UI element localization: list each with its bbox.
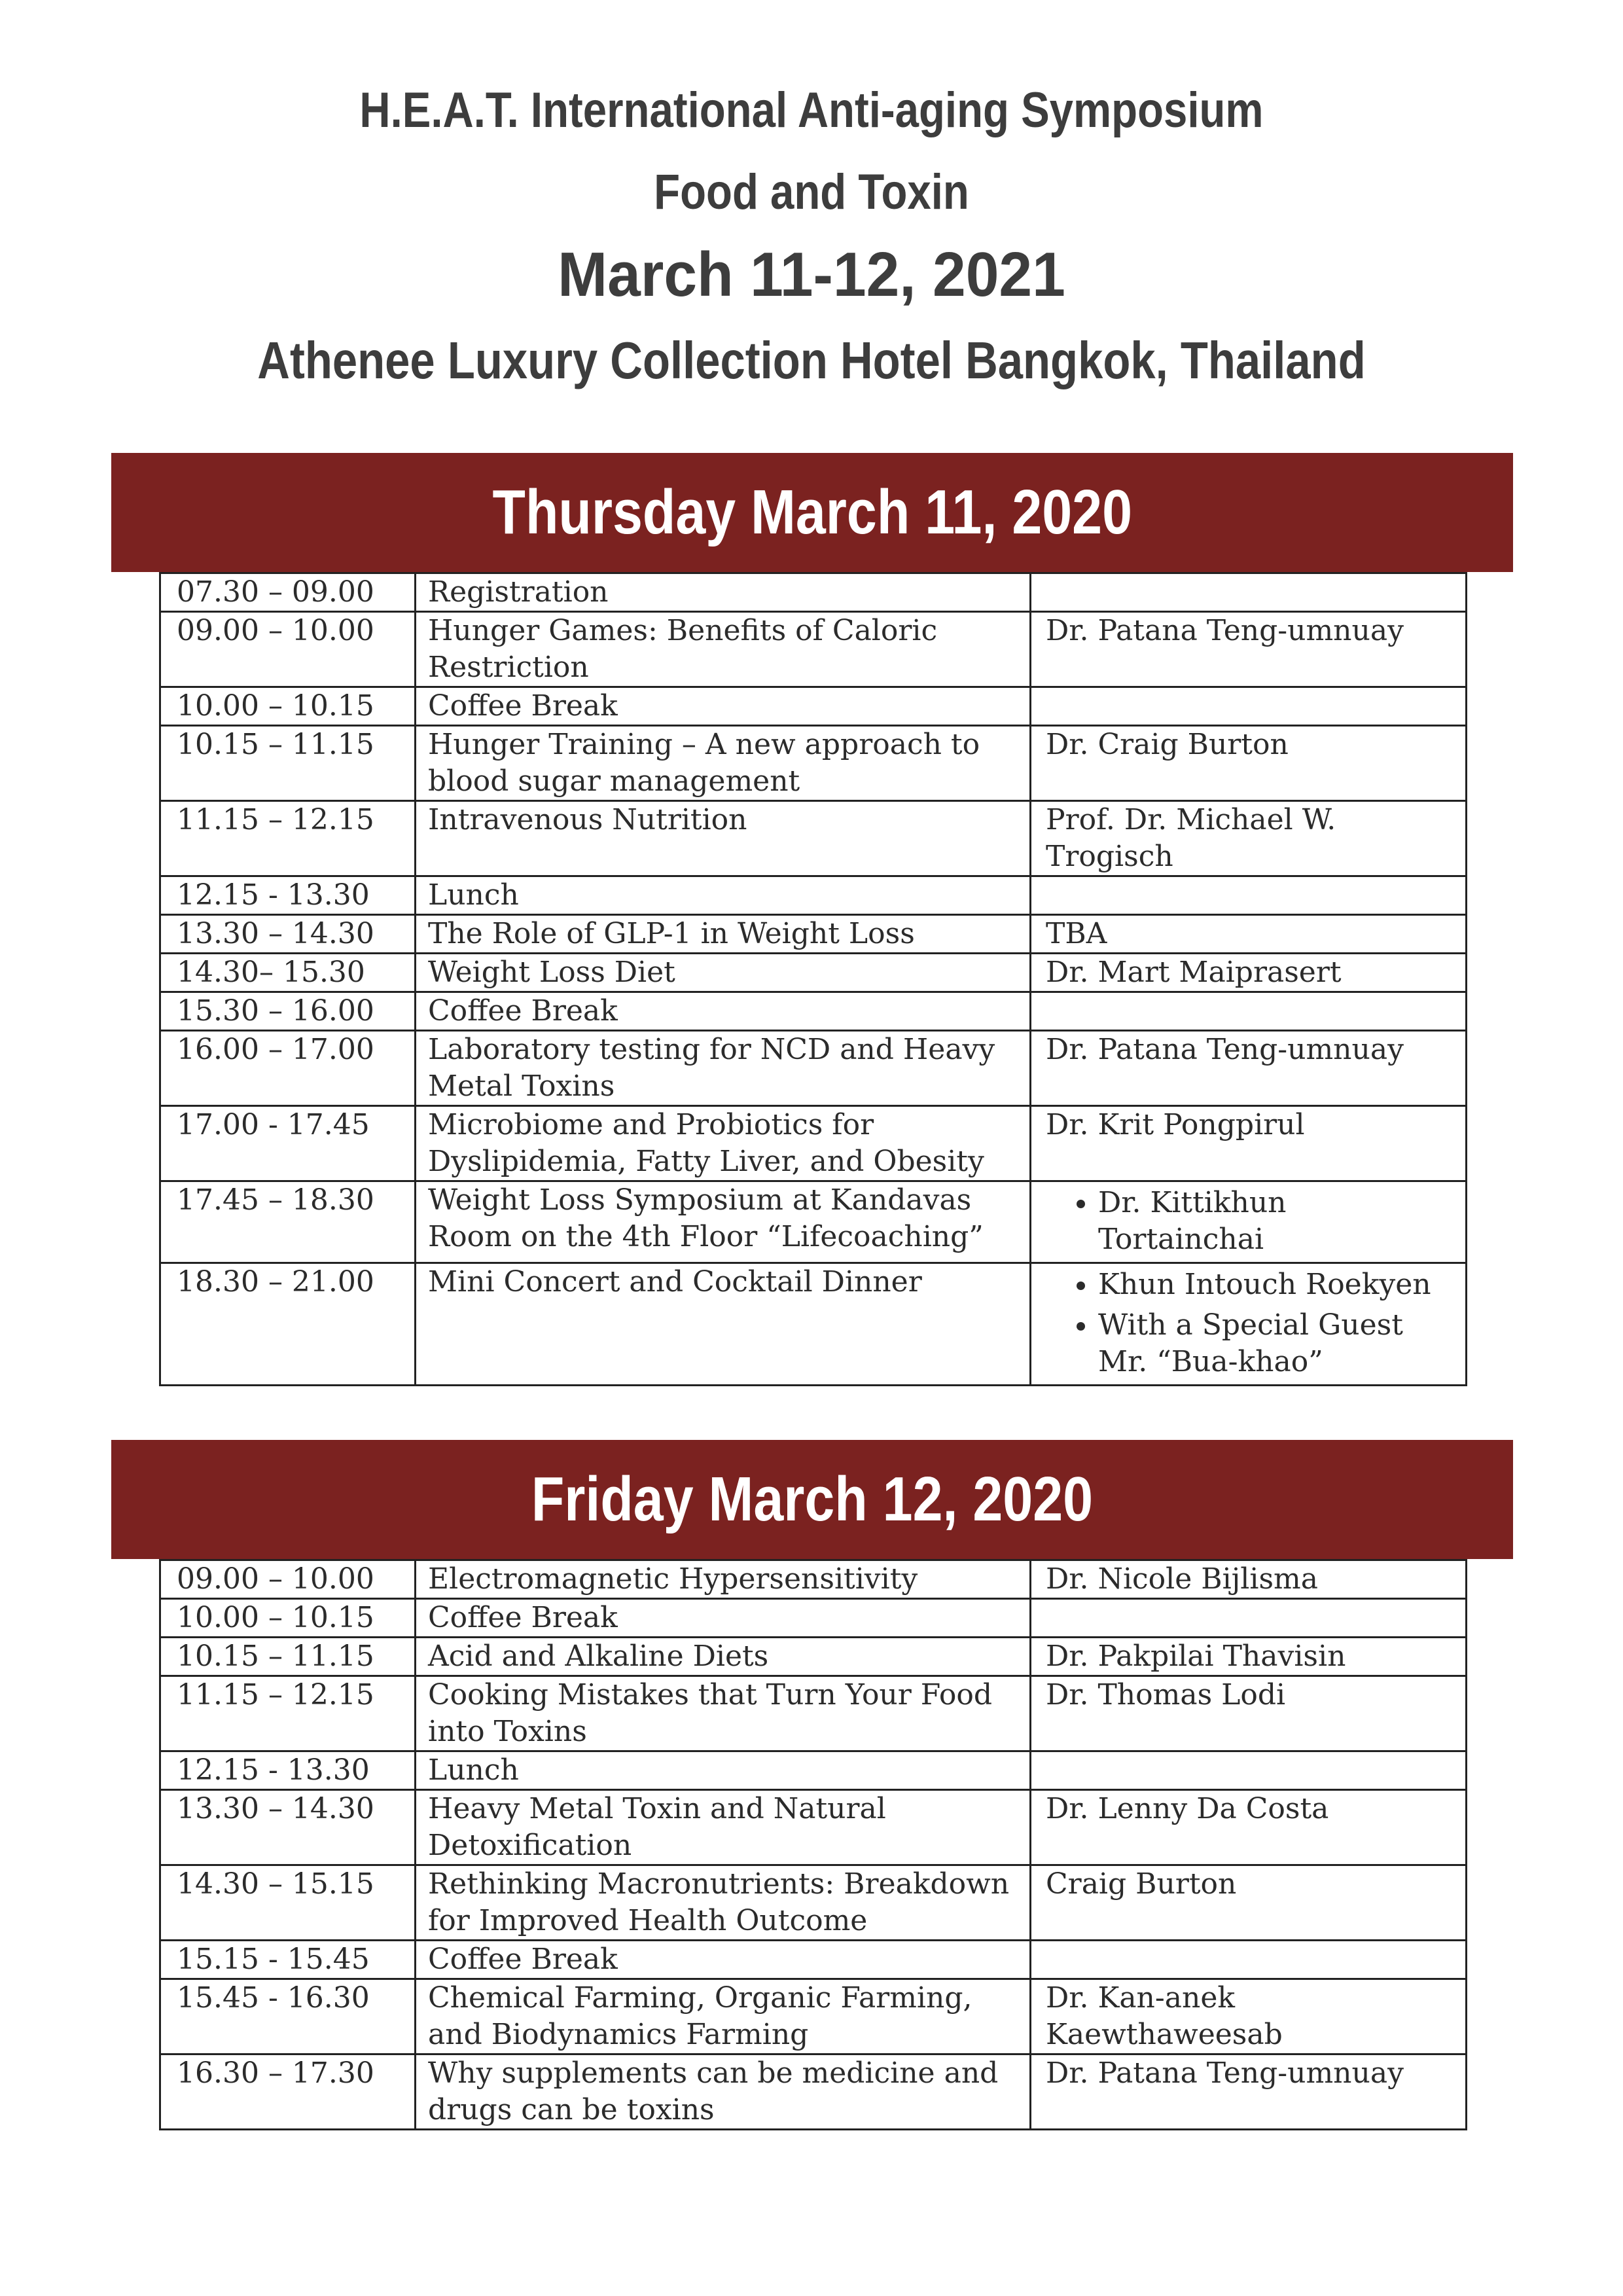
session-speaker: [1031, 1941, 1467, 1979]
schedule-row: [160, 2054, 1467, 2130]
schedule-row: [160, 1979, 1467, 2054]
session-speaker: Dr. Krit Pongpirul: [1031, 1106, 1467, 1181]
session-topic: Intravenous Nutrition: [416, 801, 1031, 876]
schedule-row: [160, 1263, 1467, 1386]
session-speaker: Dr. Nicole Bijlisma: [1031, 1560, 1467, 1599]
schedule-row: [160, 687, 1467, 726]
session-speaker: Dr. Pakpilai Thavisin: [1031, 1638, 1467, 1676]
session-time: 17.45 – 18.30: [160, 1181, 416, 1263]
session-time: 12.15 - 13.30: [160, 1751, 416, 1790]
session-topic: Rethinking Macronutrients: Breakdown for Improved Health Outcome: [416, 1865, 1031, 1941]
session-speaker: [1031, 687, 1467, 726]
schedule-row: [160, 1676, 1467, 1751]
schedule-row: [160, 1181, 1467, 1263]
session-time: 13.30 – 14.30: [160, 915, 416, 954]
session-topic: Coffee Break: [416, 1599, 1031, 1638]
session-speaker: TBA: [1031, 915, 1467, 954]
session-topic: The Role of GLP-1 in Weight Loss: [416, 915, 1031, 954]
session-time: 11.15 – 12.15: [160, 801, 416, 876]
session-topic: Lunch: [416, 1751, 1031, 1790]
schedule-row: [160, 612, 1467, 687]
session-topic: Acid and Alkaline Diets: [416, 1638, 1031, 1676]
session-topic: Hunger Games: Benefits of Caloric Restriction: [416, 612, 1031, 687]
schedule-row: [160, 954, 1467, 992]
session-topic: Electromagnetic Hypersensitivity: [416, 1560, 1031, 1599]
session-speaker: [1031, 876, 1467, 915]
schedule-row: [160, 1790, 1467, 1865]
session-topic: Hunger Training – A new approach to blood sugar management: [416, 726, 1031, 801]
schedule-row: [160, 801, 1467, 876]
session-time: 15.15 - 15.45: [160, 1941, 416, 1979]
schedule-table-thursday: [159, 572, 1467, 1386]
day-banner-friday: [111, 1440, 1513, 1559]
session-time: 16.30 – 17.30: [160, 2054, 416, 2130]
session-topic: Coffee Break: [416, 992, 1031, 1031]
day-banner-thursday: [111, 453, 1513, 572]
session-time: 15.30 – 16.00: [160, 992, 416, 1031]
session-time: 10.15 – 11.15: [160, 1638, 416, 1676]
session-topic: Why supplements can be medicine and drugs can be toxins: [416, 2054, 1031, 2130]
session-speaker: Dr. Patana Teng-umnuay: [1031, 612, 1467, 687]
session-topic: Laboratory testing for NCD and Heavy Metal Toxins: [416, 1031, 1031, 1106]
speaker-list: [1046, 1185, 1454, 1258]
session-speaker: [1031, 1263, 1467, 1386]
schedule-row: [160, 1751, 1467, 1790]
session-time: 09.00 – 10.00: [160, 1560, 416, 1599]
day-banner-label: Thursday March 11, 2020: [492, 477, 1132, 547]
session-time: 14.30 – 15.15: [160, 1865, 416, 1941]
schedule-row: [160, 1941, 1467, 1979]
session-topic: Coffee Break: [416, 687, 1031, 726]
schedule-row: [160, 1638, 1467, 1676]
page-title: H.E.A.T. International Anti-aging Symposium: [359, 82, 1264, 138]
schedule-row: [160, 1599, 1467, 1638]
session-topic: Weight Loss Diet: [416, 954, 1031, 992]
session-topic: Heavy Metal Toxin and Natural Detoxification: [416, 1790, 1031, 1865]
session-topic: Cooking Mistakes that Turn Your Food into Toxins: [416, 1676, 1031, 1751]
session-time: 18.30 – 21.00: [160, 1263, 416, 1386]
session-speaker: Dr. Lenny Da Costa: [1031, 1790, 1467, 1865]
session-time: 09.00 – 10.00: [160, 612, 416, 687]
schedule-row: [160, 726, 1467, 801]
session-speaker: Dr. Patana Teng-umnuay: [1031, 2054, 1467, 2130]
schedule-row: [160, 1106, 1467, 1181]
schedule-row: [160, 1031, 1467, 1106]
session-speaker: [1031, 1599, 1467, 1638]
session-speaker: Dr. Craig Burton: [1031, 726, 1467, 801]
session-speaker: [1031, 992, 1467, 1031]
session-time: 10.15 – 11.15: [160, 726, 416, 801]
session-speaker: Dr. Thomas Lodi: [1031, 1676, 1467, 1751]
session-time: 10.00 – 10.15: [160, 687, 416, 726]
session-time: 16.00 – 17.00: [160, 1031, 416, 1106]
session-topic: Lunch: [416, 876, 1031, 915]
session-topic: Mini Concert and Cocktail Dinner: [416, 1263, 1031, 1386]
session-speaker: [1031, 1751, 1467, 1790]
event-venue: Athenee Luxury Collection Hotel Bangkok, Thailand: [257, 331, 1366, 389]
session-topic: Weight Loss Symposium at Kandavas Room on the 4th Floor “Lifecoaching”: [416, 1181, 1031, 1263]
schedule-row: [160, 915, 1467, 954]
schedule-row: [160, 573, 1467, 612]
session-time: 11.15 – 12.15: [160, 1676, 416, 1751]
day-banner-label: Friday March 12, 2020: [531, 1464, 1094, 1534]
schedule-row: [160, 1865, 1467, 1941]
schedule-row: [160, 876, 1467, 915]
session-time: 07.30 – 09.00: [160, 573, 416, 612]
speaker-list-item: • Dr. Kittikhun Tortainchai: [1098, 1185, 1454, 1258]
session-time: 13.30 – 14.30: [160, 1790, 416, 1865]
session-time: 17.00 - 17.45: [160, 1106, 416, 1181]
session-time: 15.45 - 16.30: [160, 1979, 416, 2054]
session-time: 12.15 - 13.30: [160, 876, 416, 915]
session-speaker: Prof. Dr. Michael W. Trogisch: [1031, 801, 1467, 876]
session-topic: Chemical Farming, Organic Farming, and Biodynamics Farming: [416, 1979, 1031, 2054]
schedule-row: [160, 1560, 1467, 1599]
session-speaker: Dr. Patana Teng-umnuay: [1031, 1031, 1467, 1106]
session-topic: Microbiome and Probiotics for Dyslipidemia, Fatty Liver, and Obesity: [416, 1106, 1031, 1181]
event-date: March 11-12, 2021: [558, 240, 1065, 310]
schedule-table-friday: [159, 1559, 1467, 2130]
speaker-list: [1046, 1266, 1454, 1380]
session-speaker: Dr. Mart Maiprasert: [1031, 954, 1467, 992]
session-topic: Coffee Break: [416, 1941, 1031, 1979]
session-time: 10.00 – 10.15: [160, 1599, 416, 1638]
session-speaker: [1031, 1181, 1467, 1263]
session-topic: Registration: [416, 573, 1031, 612]
schedule-row: [160, 992, 1467, 1031]
session-speaker: Dr. Kan-anek Kaewthaweesab: [1031, 1979, 1467, 2054]
session-speaker: Craig Burton: [1031, 1865, 1467, 1941]
speaker-list-item: • With a Special Guest Mr. “Bua-khao”: [1098, 1307, 1454, 1380]
session-speaker: [1031, 573, 1467, 612]
session-time: 14.30– 15.30: [160, 954, 416, 992]
speaker-list-item: • Khun Intouch Roekyen: [1098, 1266, 1454, 1303]
page-subtitle: Food and Toxin: [654, 164, 969, 220]
